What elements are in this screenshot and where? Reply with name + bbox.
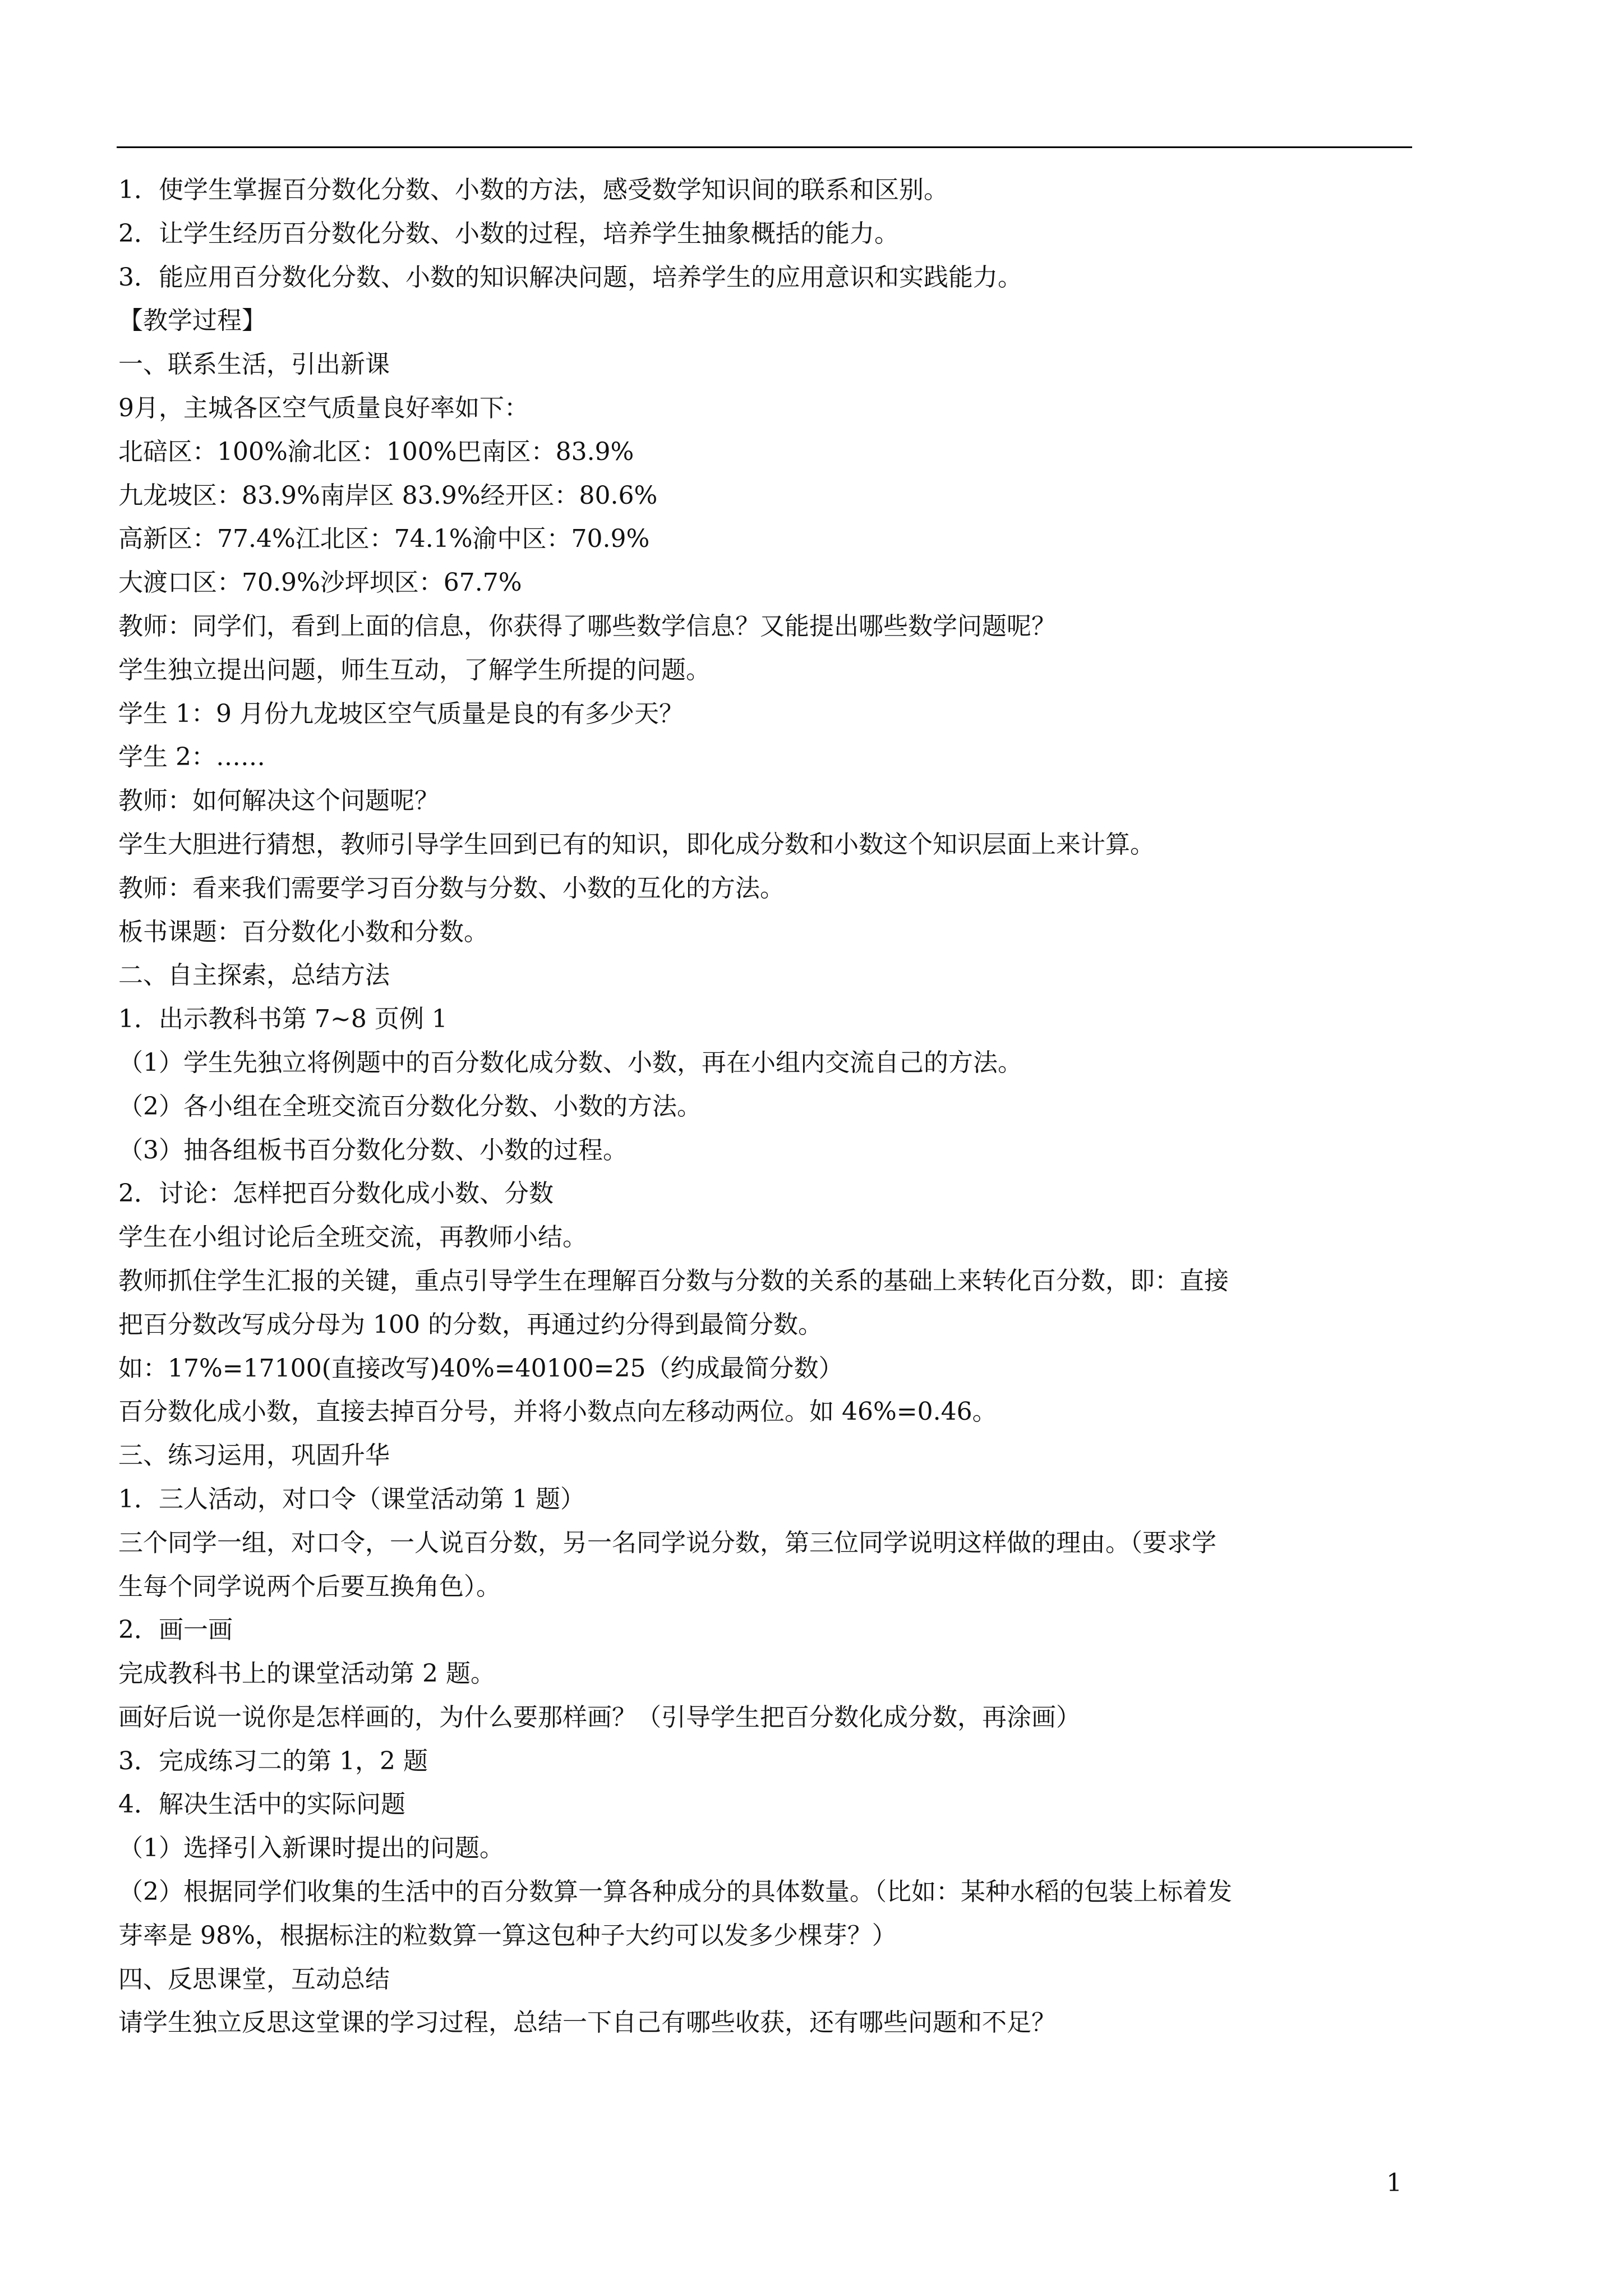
text-line: 生每个同学说两个后要互换角色）。 [118,1572,501,1601]
text-line: 2．让学生经历百分数化分数、小数的过程，培养学生抽象概括的能力。 [118,219,899,248]
text-line: 大渡口区：70.9%沙坪坝区：67.7% [118,568,522,597]
text-line: 学生 2：…… [118,743,265,772]
text-line: 教师：如何解决这个问题呢？ [118,786,439,816]
text-line: 芽率是 98%，根据标注的粒数算一算这包种子大约可以发多少棵芽？） [118,1921,897,1950]
text-line: 高新区：77.4%江北区：74.1%渝中区：70.9% [118,524,650,554]
text-line: 【教学过程】 [118,306,266,335]
text-line: 2．画一画 [118,1616,233,1645]
text-line: 9月，主城各区空气质量良好率如下： [118,393,529,422]
text-line: 2．讨论：怎样把百分数化成小数、分数 [118,1179,554,1208]
text-line: 教师：同学们，看到上面的信息，你获得了哪些数学信息？又能提出哪些数学问题呢？ [118,611,1056,641]
text-line: 四、反思课堂，互动总结 [118,1964,390,1994]
text-line: 1．使学生掌握百分数化分数、小数的方法，感受数学知识间的联系和区别。 [118,176,948,204]
text-line: 4．解决生活中的实际问题 [118,1790,405,1819]
text-line: 一、联系生活，引出新课 [118,350,390,379]
text-line: 学生大胆进行猜想，教师引导学生回到已有的知识，即化成分数和小数这个知识层面上来计算。 [118,830,1155,859]
text-line: 教师：看来我们需要学习百分数与分数、小数的互化的方法。 [118,873,785,903]
header-rule [117,146,1412,148]
text-line: 如：17%=17100(直接改写)40%=40100=25（约成最简分数） [118,1354,843,1383]
text-line: 1．三人活动，对口令（课堂活动第 1 题） [118,1484,585,1513]
text-line: （3）抽各组板书百分数化分数、小数的过程。 [118,1135,628,1165]
text-line: 学生独立提出问题，师生互动，了解学生所提的问题。 [118,655,711,684]
text-line: 教师抓住学生汇报的关键，重点引导学生在理解百分数与分数的关系的基础上来转化百分数，即：直接 [118,1266,1229,1295]
text-line: （2）根据同学们收集的生活中的百分数算一算各种成分的具体数量。（比如：某种水稻的包装上标着发 [118,1878,1232,1907]
text-line: 北碚区：100%渝北区：100%巴南区：83.9% [118,437,634,466]
text-line: （1）学生先独立将例题中的百分数化成分数、小数，再在小组内交流自己的方法。 [118,1048,1022,1077]
document-body [118,168,1414,2045]
text-line: 百分数化成小数，直接去掉百分号，并将小数点向左移动两位。如 46%=0.46。 [118,1397,997,1427]
text-line: 1．出示教科书第 7~8 页例 1 [118,1005,448,1034]
text-line: 二、自主探索，总结方法 [118,961,390,990]
text-line: 学生在小组讨论后全班交流，再教师小结。 [118,1223,587,1252]
text-line: 三个同学一组，对口令，一人说百分数，另一名同学说分数，第三位同学说明这样做的理由。（要求学 [118,1528,1216,1557]
text-line: 九龙坡区：83.9%南岸区 83.9%经开区：80.6% [118,481,658,510]
text-line: （1）选择引入新课时提出的问题。 [118,1834,504,1863]
text-line: 完成教科书上的课堂活动第 2 题。 [118,1659,495,1688]
text-line: 板书课题：百分数化小数和分数。 [118,917,488,946]
text-line: 画好后说一说你是怎样画的，为什么要那样画？（引导学生把百分数化成分数，再涂画） [118,1703,1081,1732]
text-line: 3．能应用百分数化分数、小数的知识解决问题，培养学生的应用意识和实践能力。 [118,263,1022,292]
text-line: 3．完成练习二的第 1，2 题 [118,1746,428,1775]
page-number: 1 [1386,2169,1402,2197]
text-line: 请学生独立反思这堂课的学习过程，总结一下自己有哪些收获，还有哪些问题和不足？ [118,2008,1056,2037]
text-line: 学生 1：9 月份九龙坡区空气质量是良的有多少天？ [118,699,684,728]
text-line: 三、练习运用，巩固升华 [118,1441,390,1470]
text-line: （2）各小组在全班交流百分数化分数、小数的方法。 [118,1092,702,1121]
text-line: 把百分数改写成分母为 100 的分数，再通过约分得到最简分数。 [118,1310,823,1339]
